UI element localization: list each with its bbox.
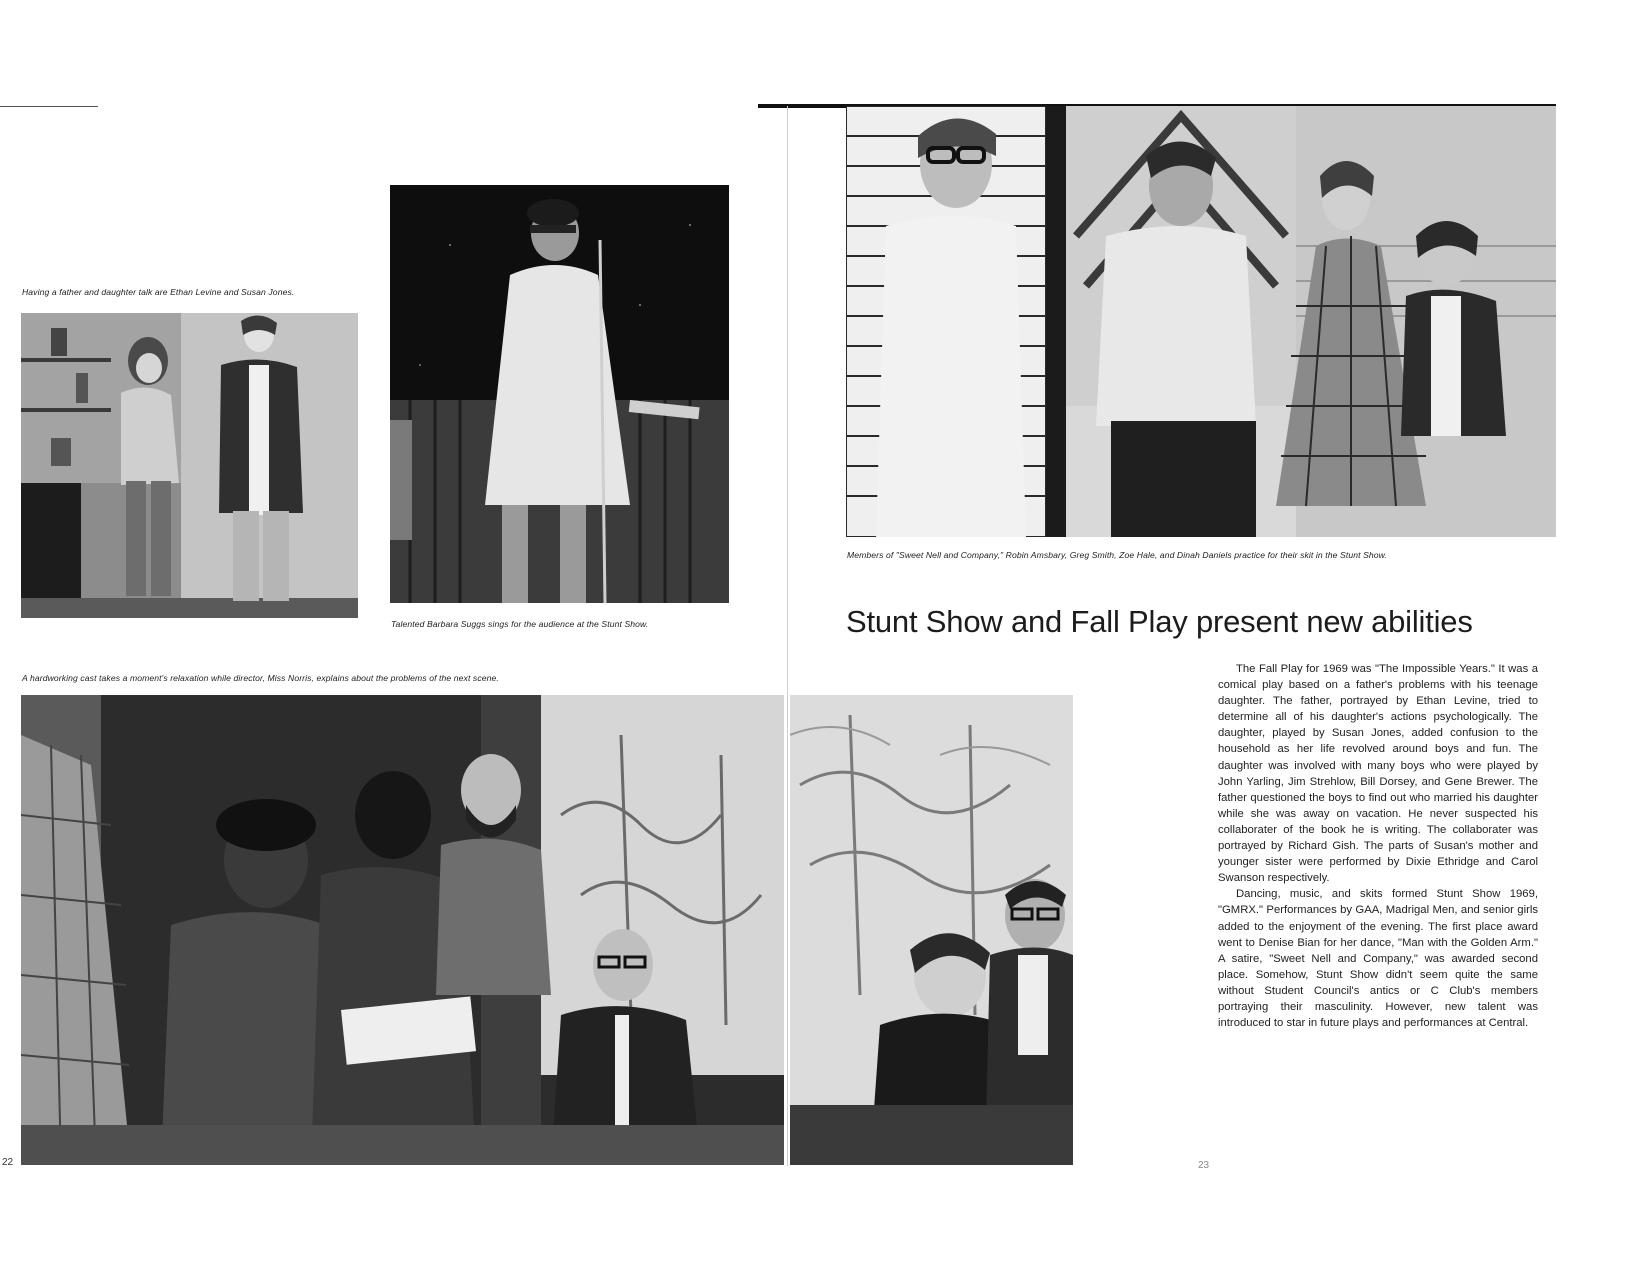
photo-sweet-nell [846, 106, 1556, 537]
photo-barbara-suggs [390, 185, 729, 603]
article-paragraph-1: The Fall Play for 1969 was "The Impossible Years." It was a comical play based on a father's problems with his teenage daughter. The father, portrayed by Ethan Levine, tried to determine all of his daughter's actions psychologically. The daughter, played by Susan Jones, added confusion to the household as her life revolved around boys and fun. The daughter was involved with many boys who were played by John Yarling, Jim Strehlow, Bill Dorsey, and Gene Brewer. The father questioned the boys to find out who married his daughter while she was away on vacation. He never suspected his collaborater of the book he is writing. The collaborater was portrayed by Richard Gish. The parts of Susan's mother and younger sister were performed by Dixie Ethridge and Carol Swanson respectively. [1218, 663, 1538, 885]
page-number-right: 23 [1198, 1160, 1210, 1171]
caption-sweet-nell: Members of "Sweet Nell and Company," Robin Amsbary, Greg Smith, Zoe Hale, and Dinah Daniels practice for their skit in the Stunt Show. [847, 550, 1387, 560]
photo-cast-left [21, 695, 784, 1165]
page-number-left: 22 [2, 1157, 14, 1168]
article-headline: Stunt Show and Fall Play present new abilities [846, 604, 1473, 639]
caption-cast: A hardworking cast takes a moment's relaxation while director, Miss Norris, explains about the problems of the next scene. [22, 673, 499, 683]
caption-father-daughter: Having a father and daughter talk are Ethan Levine and Susan Jones. [22, 287, 295, 297]
top-rule-left [0, 106, 98, 107]
caption-barbara: Talented Barbara Suggs sings for the audience at the Stunt Show. [391, 619, 649, 629]
photo-father-daughter [21, 313, 358, 618]
article-body [1218, 661, 1538, 1031]
gutter-line [787, 106, 788, 1166]
article-paragraph-2: Dancing, music, and skits formed Stunt Show 1969, "GMRX." Performances by GAA, Madrigal Men, and senior girls added to the enjoyment of the evening. The first place award went to Denise Bian for her dance, "Man with the Golden Arm." A satire, "Sweet Nell and Company," was awarded second place. Somehow, Stunt Show didn't seem quite the same without Student Council's antics or C Club's members portraying their masculinity. However, new talent was introduced to star in future plays and performances at Central. [1218, 888, 1538, 1030]
photo-cast-right [790, 695, 1073, 1165]
